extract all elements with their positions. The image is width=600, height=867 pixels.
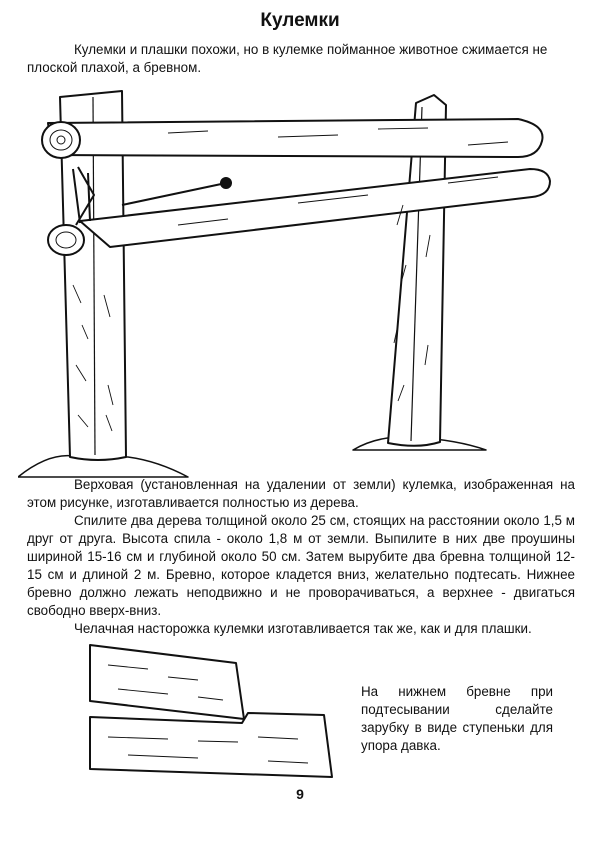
page-title: Кулемки: [260, 10, 340, 31]
lower-log-notched: [90, 713, 332, 777]
trigger-stick: [122, 183, 226, 205]
page-number: 9: [296, 786, 304, 802]
intro-paragraph: Кулемки и плашки похожи, но в кулемке пойманное животное сжимается не плоской плахой, а бревном.: [27, 42, 548, 75]
paragraph: Челачная насторожка кулемки изготавливается так же, как и для плашки.: [74, 621, 532, 636]
paragraph: Верховая (установленная на удалении от земли) кулемка, изображенная на этом рисунке, изготавливается полностью из дерева.: [27, 477, 575, 510]
notched-log-illustration: [88, 637, 333, 787]
figure-caption: На нижнем бревне при подтесывании сделайте зарубку в виде ступеньки для упора давка.: [361, 684, 553, 753]
paragraph: Спилите два дерева толщиной около 25 см, стоящих на расстоянии около 1,5 м друг от друга. Высота спила - около 1,8 м от земли. Выпилите в них две проушины шириной 15-16 см и глубиной около 50 см. Затем вырубите два бревна толщиной 12-15 см и длиной 2 м. Бревно, которое кладется вниз, желательно подтесать. Нижнее бревно должно лежать неподвижно и не проворачиваться, а верхнее - двигаться свободно вверх-вниз.: [27, 513, 575, 618]
upper-log: [48, 119, 543, 157]
lower-log-end: [48, 225, 84, 255]
upper-log-end: [42, 122, 80, 158]
body-text: [27, 476, 575, 638]
lower-log: [80, 169, 550, 247]
kulemka-trap-illustration: [18, 85, 580, 480]
upper-log-notched: [90, 645, 244, 719]
